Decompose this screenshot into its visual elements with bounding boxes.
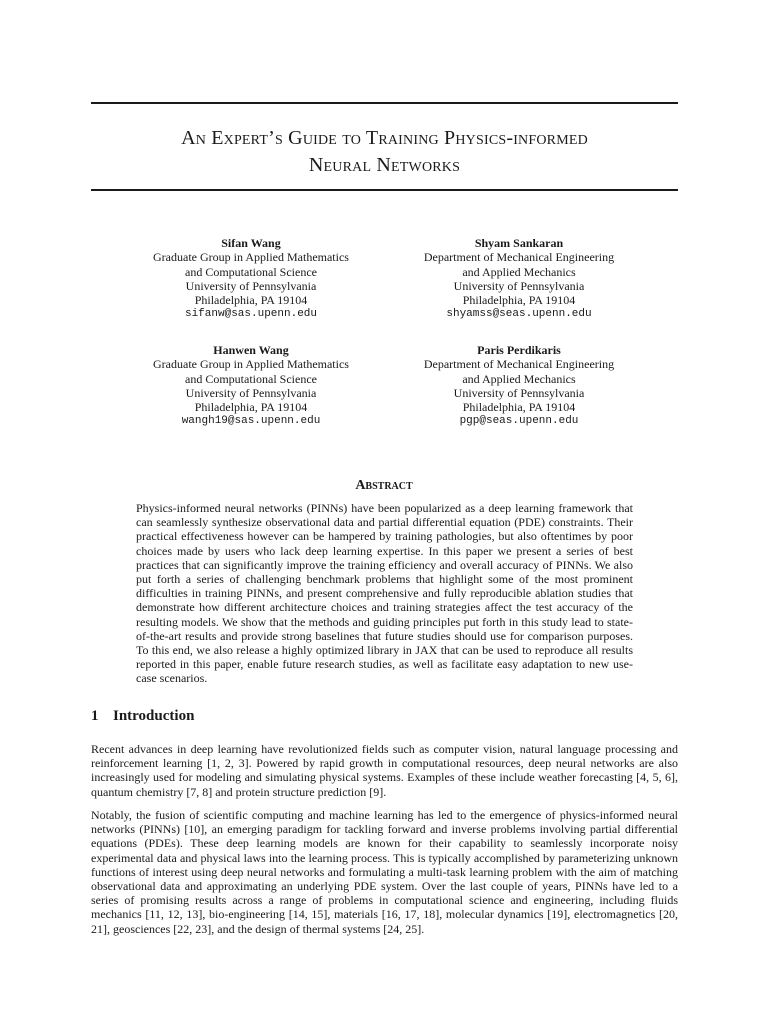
- author-affiliation: Philadelphia, PA 19104: [462, 293, 576, 308]
- paper-title-line-2: Neural Networks: [308, 154, 461, 176]
- author-email: sifanw@sas.upenn.edu: [184, 308, 318, 321]
- author-email: shyamss@seas.upenn.edu: [446, 308, 592, 321]
- author-affiliation: Department of Mechanical Engineering: [423, 357, 615, 372]
- author-affiliation: and Applied Mechanics: [462, 264, 576, 279]
- author-block-sifan-wang: [121, 236, 381, 322]
- author-affiliation: University of Pennsylvania: [185, 385, 317, 400]
- author-affiliation: Philadelphia, PA 19104: [194, 400, 308, 415]
- section-heading: [91, 708, 194, 725]
- section-number: 1: [91, 708, 99, 724]
- author-affiliation: and Computational Science: [185, 264, 317, 279]
- author-affiliation: Graduate Group in Applied Mathematics: [153, 357, 349, 372]
- abstract-text: Physics-informed neural networks (PINNs) have been popularized as a deep learning framework that can seamlessly synthesize observational data and partial differential equation (PDE) constraints. Their practical effectiveness however can be hampered by training pathologies, but also oftentimes by poor choices made by users who lack deep learning expertise. In this paper we present a series of best practices that can significantly improve the training efficiency and overall accuracy of PINNs. We also put forth a series of challenging benchmark problems that highlight some of the most prominent difficulties in training PINNs, and present comprehensive and fully reproducible ablation studies that demonstrate how different architecture choices and training strategies affect the test accuracy of the resulting models. We show that the methods and guiding principles put forth in this study lead to state-of-the-art results and provide strong baselines that future studies should use for comparison purposes. To this end, we also release a highly optimized library in JAX that can be used to reproduce all results reported in this paper, enable future research studies, as well as facilitate easy adaptation to new use-case scenarios.: [136, 501, 633, 686]
- author-email: wangh19@sas.upenn.edu: [181, 415, 321, 428]
- title-top-rule: [91, 102, 678, 104]
- author-affiliation: and Computational Science: [185, 371, 317, 386]
- section-title: Introduction: [113, 708, 195, 724]
- author-name: Hanwen Wang: [213, 343, 289, 357]
- author-email: pgp@seas.upenn.edu: [459, 415, 579, 428]
- abstract-heading: Abstract: [355, 478, 413, 493]
- paper-title-line-1: An Expert’s Guide to Training Physics-informed: [181, 127, 588, 149]
- intro-paragraph-1: Recent advances in deep learning have revolutionized fields such as computer vision, natural language processing and reinforcement learning [1, 2, 3]. Powered by rapid growth in computational resources, deep neural networks are also increasingly used for modeling and simulating physical systems. Examples of these include weather forecasting [4, 5, 6], quantum chemistry [7, 8] and protein structure prediction [9].: [91, 742, 678, 799]
- author-affiliation: Philadelphia, PA 19104: [462, 400, 576, 415]
- author-affiliation: University of Pennsylvania: [453, 385, 585, 400]
- author-affiliation: Department of Mechanical Engineering: [423, 250, 615, 265]
- author-name: Shyam Sankaran: [474, 236, 564, 250]
- author-block-hanwen-wang: [121, 343, 381, 429]
- title-bottom-rule: [91, 189, 678, 191]
- author-affiliation: University of Pennsylvania: [185, 278, 317, 293]
- author-affiliation: Philadelphia, PA 19104: [194, 293, 308, 308]
- author-affiliation: Graduate Group in Applied Mathematics: [153, 250, 349, 265]
- author-block-paris-perdikaris: [389, 343, 649, 429]
- intro-paragraph-2: Notably, the fusion of scientific computing and machine learning has led to the emergence of physics-informed neural networks (PINNs) [10], an emerging paradigm for tackling forward and inverse problems involving partial differential equations (PDEs). These deep learning models are known for their capability to seamlessly incorporate noisy experimental data and physical laws into the learning process. This is typically accomplished by parameterizing unknown functions of interest using deep neural networks and formulating a multi-task learning problem with the aim of matching observational data and approximating an underlying PDE system. Over the last couple of years, PINNs have led to a series of promising results across a range of problems in computational science and engineering, including fluids mechanics [11, 12, 13], bio-engineering [14, 15], materials [16, 17, 18], molecular dynamics [19], electromagnetics [20, 21], geosciences [22, 23], and the design of thermal systems [24, 25].: [91, 808, 678, 936]
- author-name: Paris Perdikaris: [477, 343, 561, 357]
- author-affiliation: University of Pennsylvania: [453, 278, 585, 293]
- author-name: Sifan Wang: [221, 236, 281, 250]
- author-block-shyam-sankaran: [389, 236, 649, 322]
- author-affiliation: and Applied Mechanics: [462, 371, 576, 386]
